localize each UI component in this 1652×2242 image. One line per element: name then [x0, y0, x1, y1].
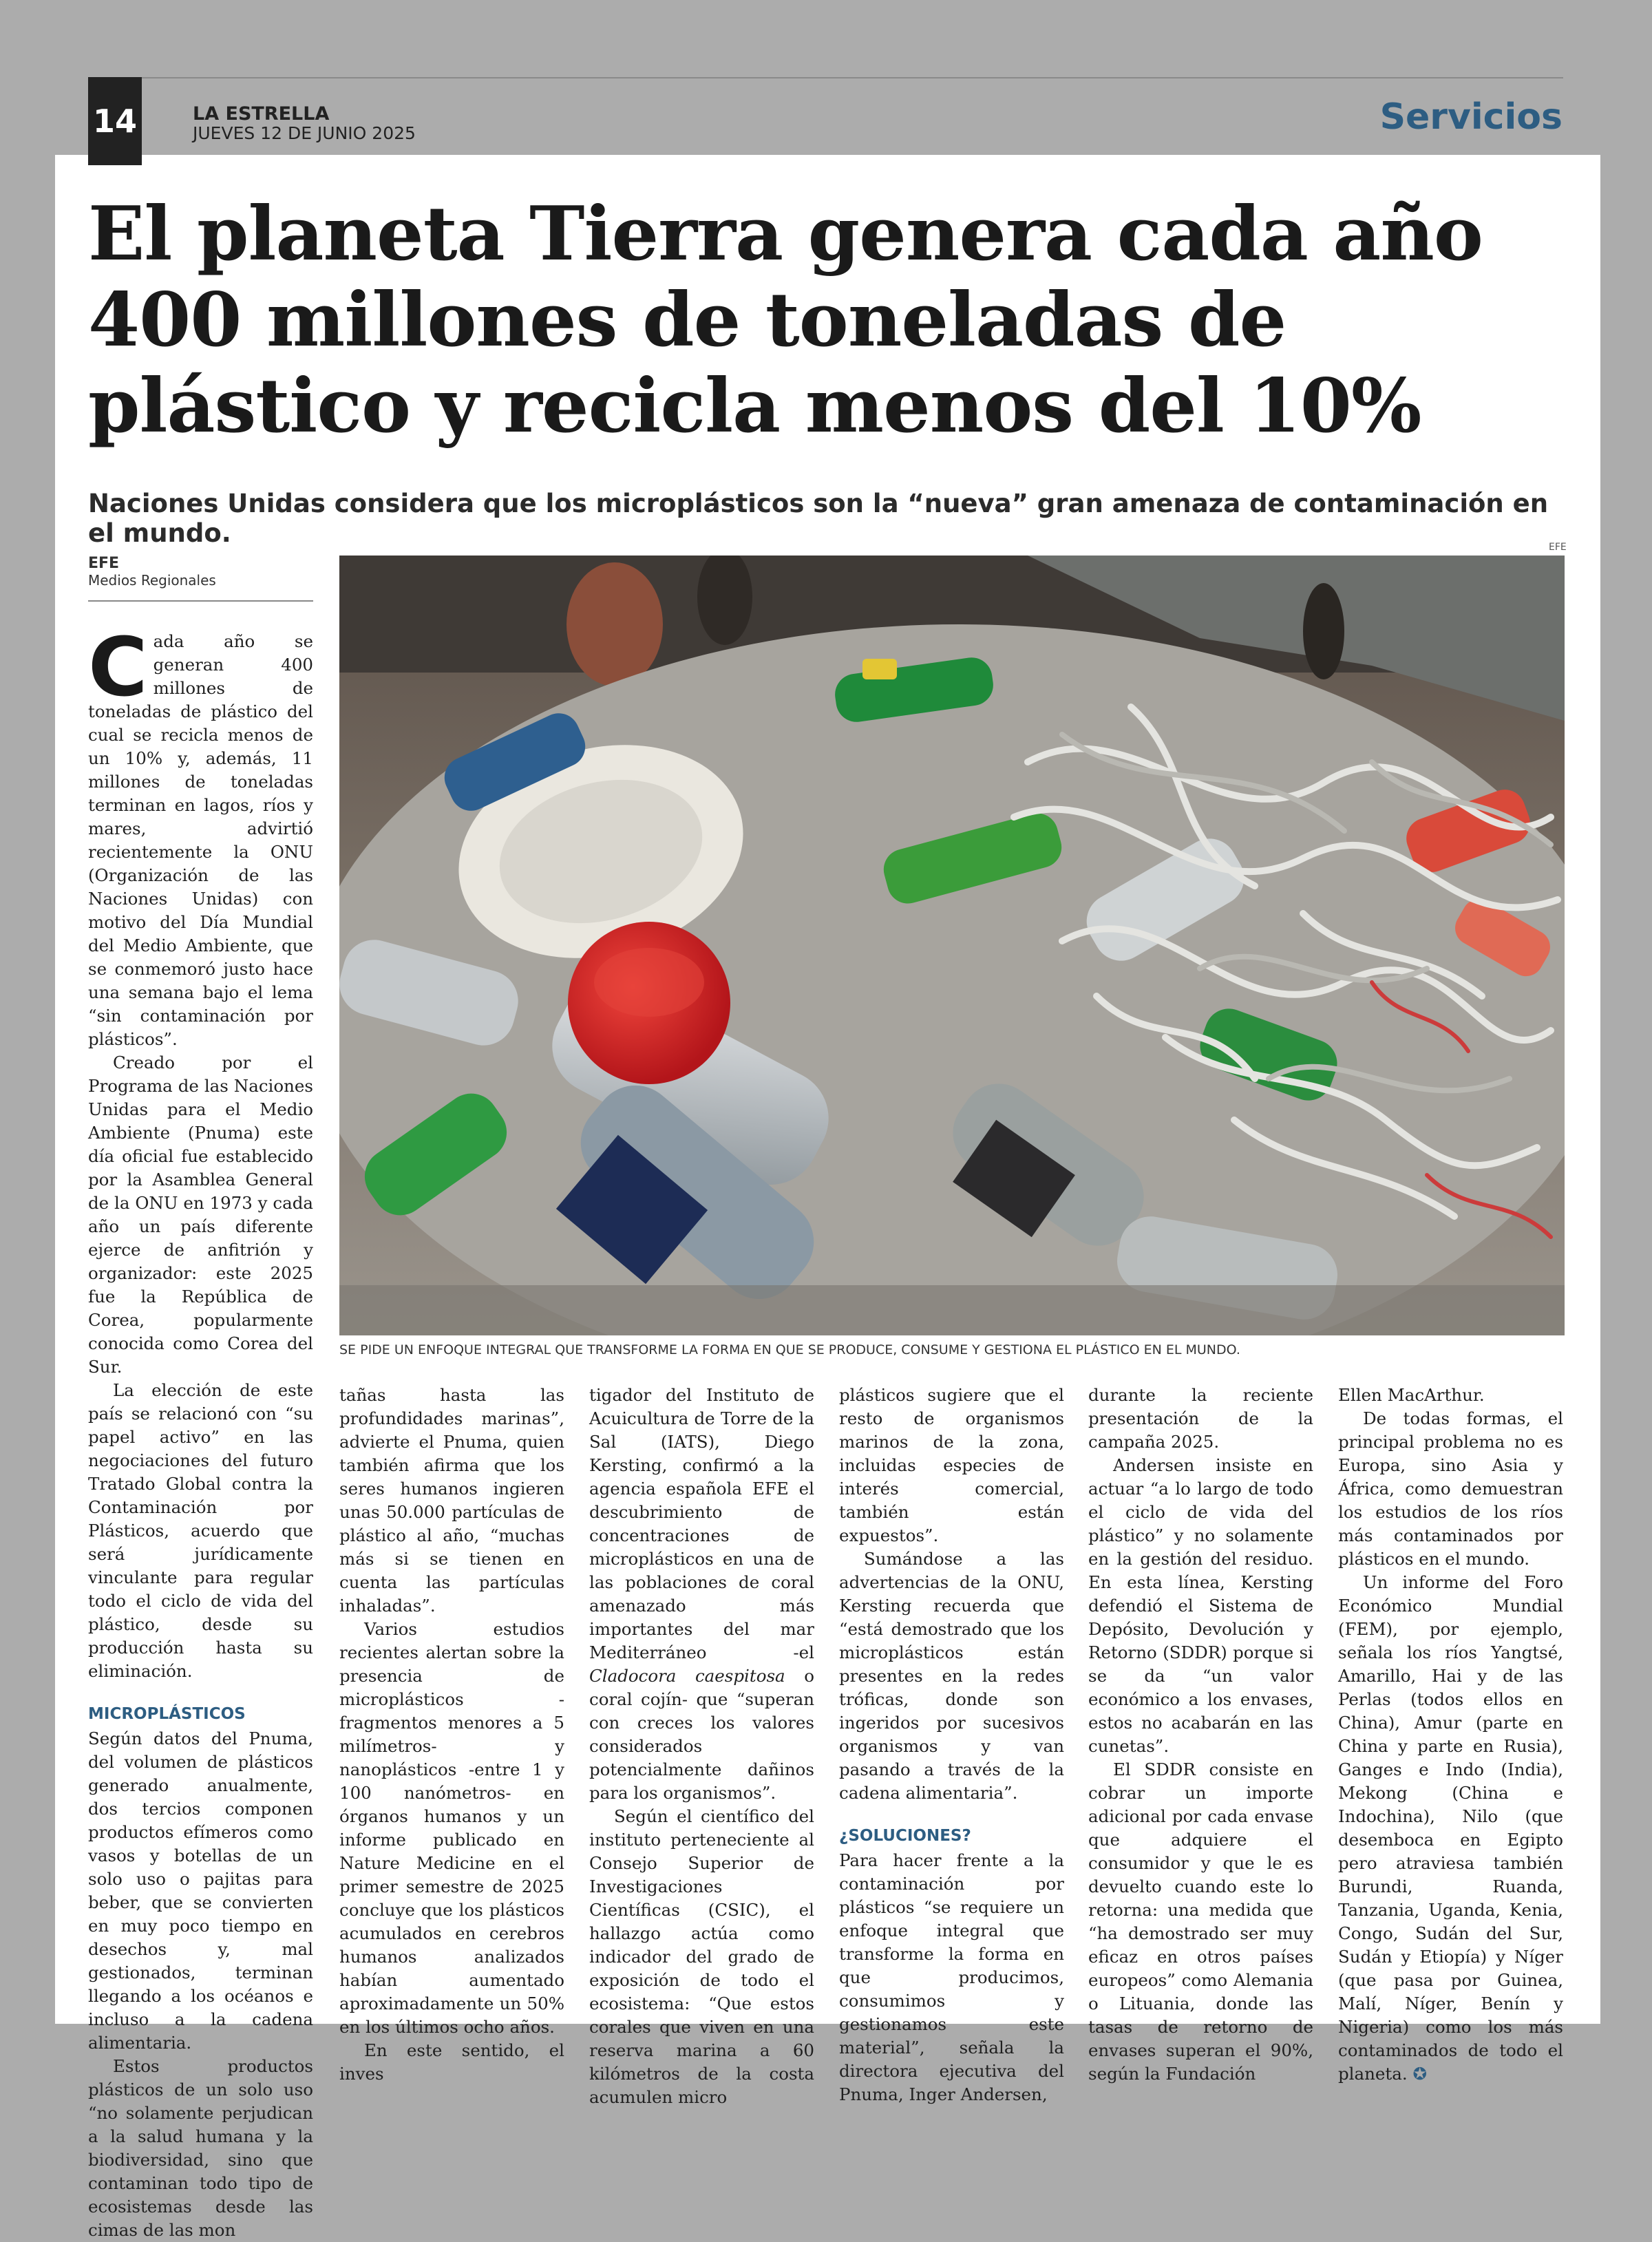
article-column-4	[839, 1384, 1064, 2106]
paragraph-5-end: tañas hasta las profundidades marinas”, advierte el Pnuma, quien también afirma que los seres humanos ingieren unas 50.000 partículas de plástico al año, “muchas más si se tienen en cuenta las partículas inhaladas”.	[339, 1385, 564, 1616]
top-rule	[88, 77, 1563, 78]
paragraph-7-start: En este sentido, el inves	[339, 2040, 564, 2084]
paragraph-13: De todas formas, el principal problema no es Europa, sino Asia y África, como demuestran los estudios de los ríos más contaminados por plásticos en el mundo.	[1338, 1408, 1563, 1569]
byline-agency: EFE	[88, 555, 120, 572]
paragraph-7-end	[589, 1384, 814, 1805]
paragraph-11: Andersen insiste en actuar “a lo largo de todo el ciclo de vida del plástico” y no solamente en la gestión del residuo. En esta línea, Kersting defendió el Sistema de Depósito, Devolución y Retorno (SDDR) porque si se da “un valor económico a los envases, estos no acabarán en las cunetas”.	[1088, 1455, 1313, 1756]
paper-name: LA ESTRELLA	[193, 103, 330, 125]
paragraph-14-text: Un informe del Foro Económico Mundial (FEM), por ejemplo, señala los ríos Yangtsé, Amarillo, Hai y de las Perlas (todos ellos en China), Amur (parte en China y parte en Rusia), Ganges e Indo (India), Mekong (China e Indochina), Nilo (que desemboca en Egipto pero atraviesa también Burundi, Ruanda, Tanzania, Uganda, Kenia, Congo, Sudán del Sur, Sudán y Etiopía) y Níger (que pasa por Guinea, Malí, Níger, Benín y Nigeria) como los más contaminados de todo el planeta.	[1338, 1572, 1563, 2084]
drop-cap: C	[88, 620, 148, 715]
paragraph-1-text: ada año se generan 400 millones de toneladas de plástico del cual se recicla menos de un 10% y, además, 11 millones de toneladas terminan en lagos, ríos y mares, advirtió recientemente la ONU (Organización de las Naciones Unidas) con motivo del Día Mundial del Medio Ambiente, que se conmemoró justo hace una semana bajo el lema “sin contaminación por plásticos”.	[88, 631, 313, 1049]
page-number: 14	[88, 77, 142, 165]
paragraph-8-end: plásticos sugiere que el resto de organismos marinos de la zona, incluidas especies de interés comercial, también están expuestos”.	[839, 1385, 1064, 1545]
paragraph-1	[88, 620, 313, 1051]
paragraph-9: Sumándose a las advertencias de la ONU, Kersting recuerda que “está demostrado que los microplásticos están presentes en la redes tróficas, donde son ingeridos por sucesivos organismos y van pasando a través de la cadena alimentaria”.	[839, 1549, 1064, 1803]
paragraph-10-end: durante la reciente presentación de la campaña 2025.	[1088, 1385, 1313, 1452]
paragraph-7-tail: o coral cojín- que “superan con creces los valores considerados potencialmente dañinos para los organismos”.	[589, 1666, 814, 1803]
deck: Naciones Unidas considera que los microplásticos son la “nueva” gran amenaza de contaminación en el mundo.	[88, 489, 1549, 548]
paragraph-8: Según el científico del instituto perteneciente al Consejo Superior de Investigaciones Científicas (CSIC), el hallazgo actúa como indicador del grado de exposición de todo el ecosistema: “Que estos corales que viven en una reserva marina a 60 kilómetros de la costa acumulen micro	[589, 1806, 814, 2107]
paragraph-6: Varios estudios recientes alertan sobre la presencia de microplásticos -fragmentos menores a 5 milímetros- y nanoplásticos -entre 1 y 100 nanómetros- en órganos humanos y un informe publicado en Nature Medicine en el primer semestre de 2025 concluye que los plásticos acumulados en cerebros humanos analizados habían aumentado aproximadamente un 50% en los últimos ocho años.	[339, 1619, 564, 2037]
paragraph-2: Creado por el Programa de las Naciones Unidas para el Medio Ambiente (Pnuma) este día oficial fue establecido por la Asamblea General de la ONU en 1973 y cada año un país diferente ejerce de anfitrión y organizador: este 2025 fue la República de Corea, popularmente conocida como Corea del Sur.	[88, 1053, 313, 1377]
subheading-soluciones: ¿SOLUCIONES?	[839, 1827, 971, 1845]
byline-org: Medios Regionales	[88, 572, 216, 589]
photo-caption: SE PIDE UN ENFOQUE INTEGRAL QUE TRANSFORME LA FORMA EN QUE SE PRODUCE, CONSUME Y GESTIONA EL PLÁSTICO EN EL MUNDO.	[339, 1342, 1240, 1357]
section-title: Servicios	[1379, 96, 1563, 138]
paragraph-12: El SDDR consiste en cobrar un importe adicional por cada envase que adquiere el consumidor y que le es devuelto cuando este lo retorna: una medida que “ha demostrado ser muy eficaz en otros países europeos” como Alemania o Lituania, donde las tasas de retorno de envases superan el 90%, según la Fundación	[1088, 1759, 1313, 2084]
end-of-article-icon: ✪	[1412, 2064, 1427, 2084]
paragraph-12-end: Ellen MacArthur.	[1338, 1385, 1485, 1405]
article-column-2	[339, 1384, 564, 2086]
masthead	[193, 103, 416, 143]
plastic-waste-photo	[339, 556, 1565, 1335]
issue-date: JUEVES 12 DE JUNIO 2025	[193, 123, 416, 143]
paragraph-3: La elección de este país se relacionó con “su papel activo” en las negociaciones del futuro Tratado Global contra la Contaminación por Plásticos, acuerdo que será jurídicamente vinculante para regular todo el ciclo de vida del plástico, desde su producción hasta su eliminación.	[88, 1380, 313, 1681]
paragraph-7-text: tigador del Instituto de Acuicultura de Torre de la Sal (IATS), Diego Kersting, confirmó a la agencia española EFE el descubrimiento de concentraciones de microplásticos en una de las poblaciones de coral amenazado más importantes del mar Mediterráneo -el	[589, 1385, 814, 1662]
article-column-1	[88, 620, 313, 2242]
paragraph-4: Según datos del Pnuma, del volumen de plásticos generado anualmente, dos tercios componen productos efímeros como vasos y botellas de un solo uso o pajitas para beber, que se convierten en muy poco tiempo en desechos y, mal gestionados, terminan llegando a los océanos e incluso a la cadena alimentaria.	[88, 1728, 313, 2053]
article-column-3	[589, 1384, 814, 2109]
article-column-5	[1088, 1384, 1313, 2086]
paragraph-5-start: Estos productos plásticos de un solo uso “no solamente perjudican a la salud humana y la biodiversidad, sino que contaminan todo tipo de ecosistemas desde las cimas de las mon	[88, 2056, 313, 2240]
byline-divider	[88, 600, 313, 602]
photo-credit: EFE	[1549, 542, 1567, 553]
article-column-6	[1338, 1384, 1563, 2086]
paragraph-10: Para hacer frente a la contaminación por plásticos “se requiere un enfoque integral que transforme la forma en que producimos, consumimos y gestionamos este material”, señala la directora ejecutiva del Pnuma, Inger Andersen,	[839, 1850, 1064, 2104]
headline: El planeta Tierra genera cada año 400 millones de toneladas de plástico y recicla menos del 10%	[88, 191, 1483, 450]
subheading-microplasticos: MICROPLÁSTICOS	[88, 1705, 246, 1723]
species-name: Cladocora caespitosa	[589, 1666, 785, 1686]
byline	[88, 555, 216, 589]
paragraph-14	[1338, 1571, 1563, 2086]
